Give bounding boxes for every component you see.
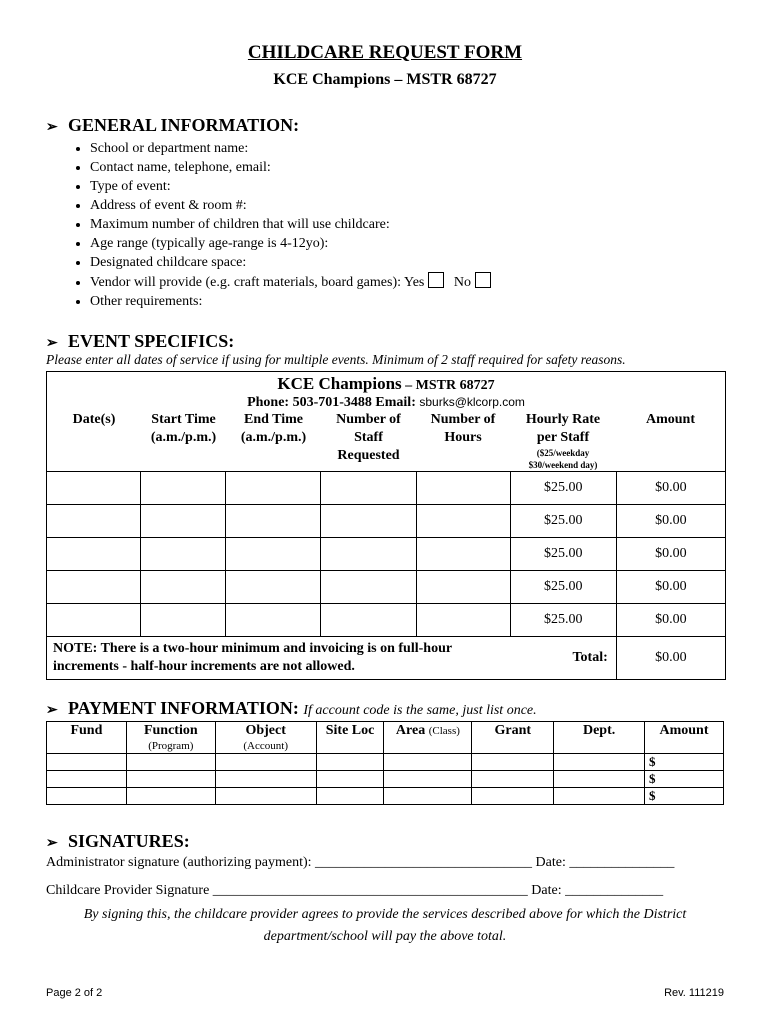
rate-cell[interactable]: $25.00 [510, 571, 616, 604]
table-row [47, 771, 724, 788]
page-number: Page 2 of 2 [46, 987, 103, 999]
amount-cell: $0.00 [616, 472, 725, 505]
amount-cell[interactable]: $ [645, 754, 724, 771]
total-label: Total: [510, 637, 616, 680]
list-item-vendor: • Vendor will provide (e.g. craft materials, board games): Yes No [90, 272, 491, 292]
col-hours: Number of Hours [430, 412, 496, 445]
revision-number: Rev. 111219 [664, 987, 724, 999]
col-dept: Dept. [554, 722, 645, 754]
contact-line: Phone: 503-701-3488 Email: sburks@klcorp.com [247, 395, 525, 410]
list-item: • Age range (typically age-range is 4-12yo): [90, 234, 491, 253]
amount-cell: $0.00 [616, 505, 725, 538]
general-info-list [48, 139, 491, 311]
staff-cell[interactable] [321, 571, 416, 604]
event-table-header [47, 372, 726, 472]
no-checkbox[interactable] [475, 272, 491, 288]
arrow-icon: ➢ [46, 703, 58, 718]
staff-cell[interactable] [321, 604, 416, 637]
rate-cell[interactable]: $25.00 [510, 472, 616, 505]
col-object: Object (Account) [215, 722, 316, 754]
col-fund: Fund [47, 722, 127, 754]
signature-statement: By signing this, the childcare provider agrees to provide the services described above for which the District department/school will pay the above total. [83, 907, 687, 944]
start-cell[interactable] [141, 538, 226, 571]
amount-cell: $0.00 [616, 571, 725, 604]
arrow-icon: ➢ [46, 336, 58, 351]
hours-cell[interactable] [416, 472, 510, 505]
date-cell[interactable] [47, 505, 141, 538]
hours-cell[interactable] [416, 604, 510, 637]
list-item: • Other requirements: [90, 292, 491, 311]
col-area: Area (Class) [384, 722, 472, 754]
col-amount: Amount [645, 412, 695, 427]
event-instructions: Please enter all dates of service if using for multiple events. Minimum of 2 staff required for safety reasons. [46, 352, 626, 367]
date-cell[interactable] [47, 604, 141, 637]
date-cell[interactable] [47, 472, 141, 505]
list-item: • School or department name: [90, 139, 491, 158]
col-start-time: Start Time (a.m./p.m.) [150, 412, 217, 445]
payment-section-heading: ➢ PAYMENT INFORMATION: If account code is the same, just list once. [46, 698, 537, 718]
rate-cell[interactable]: $25.00 [510, 538, 616, 571]
table-row [47, 604, 726, 637]
staff-cell[interactable] [321, 505, 416, 538]
invoice-note: NOTE: There is a two-hour minimum and invoicing is on full-hour increments - half-hour increments are not allowed. [47, 637, 511, 680]
col-end-time: End Time (a.m./p.m.) [240, 412, 307, 445]
col-rate: Hourly Rate per Staff ($25/weekday $30/weekend day) [525, 412, 601, 470]
rate-cell[interactable]: $25.00 [510, 604, 616, 637]
amount-cell: $0.00 [616, 538, 725, 571]
event-table [46, 371, 726, 680]
table-row [47, 505, 726, 538]
email-link[interactable]: sburks@klcorp.com [419, 395, 525, 409]
staff-cell[interactable] [321, 472, 416, 505]
end-cell[interactable] [226, 505, 321, 538]
date-cell[interactable] [47, 571, 141, 604]
payment-table [46, 721, 724, 805]
signatures-section-heading: ➢ SIGNATURES: [46, 831, 190, 851]
end-cell[interactable] [226, 571, 321, 604]
table-row [47, 472, 726, 505]
table-title: KCE Champions – MSTR 68727 [277, 374, 495, 393]
form-title: CHILDCARE REQUEST FORM [247, 42, 523, 63]
form-subtitle: KCE Champions – MSTR 68727 [273, 71, 497, 88]
col-site-loc: Site Loc [316, 722, 384, 754]
yes-checkbox[interactable] [428, 272, 444, 288]
staff-cell[interactable] [321, 538, 416, 571]
total-row [47, 637, 726, 680]
list-item: • Type of event: [90, 177, 491, 196]
table-row [47, 571, 726, 604]
end-cell[interactable] [226, 472, 321, 505]
col-staff: Number of Staff Requested [336, 412, 401, 463]
col-amount: Amount [645, 722, 724, 754]
table-row [47, 538, 726, 571]
start-cell[interactable] [141, 505, 226, 538]
hours-cell[interactable] [416, 571, 510, 604]
amount-cell[interactable]: $ [645, 788, 724, 805]
arrow-icon: ➢ [46, 120, 58, 135]
start-cell[interactable] [141, 571, 226, 604]
provider-signature-line[interactable]: Childcare Provider Signature _____________________________________________ Date: ______________ [46, 883, 664, 898]
rate-cell[interactable]: $25.00 [510, 505, 616, 538]
hours-cell[interactable] [416, 538, 510, 571]
general-section-heading: ➢ GENERAL INFORMATION: [46, 115, 300, 135]
list-item: • Address of event & room #: [90, 196, 491, 215]
col-dates: Date(s) [72, 412, 116, 427]
col-grant: Grant [472, 722, 554, 754]
amount-cell: $0.00 [616, 604, 725, 637]
total-value: $0.00 [616, 637, 725, 680]
start-cell[interactable] [141, 604, 226, 637]
event-section-heading: ➢ EVENT SPECIFICS: [46, 331, 235, 351]
arrow-icon: ➢ [46, 836, 58, 851]
col-function: Function (Program) [126, 722, 215, 754]
hours-cell[interactable] [416, 505, 510, 538]
list-item: • Maximum number of children that will use childcare: [90, 215, 491, 234]
admin-signature-line[interactable]: Administrator signature (authorizing payment): _______________________________ Date: _______________ [46, 855, 675, 870]
end-cell[interactable] [226, 538, 321, 571]
amount-cell[interactable]: $ [645, 771, 724, 788]
table-row [47, 754, 724, 771]
start-cell[interactable] [141, 472, 226, 505]
list-item: • Designated childcare space: [90, 253, 491, 272]
list-item: • Contact name, telephone, email: [90, 158, 491, 177]
date-cell[interactable] [47, 538, 141, 571]
table-row [47, 788, 724, 805]
end-cell[interactable] [226, 604, 321, 637]
